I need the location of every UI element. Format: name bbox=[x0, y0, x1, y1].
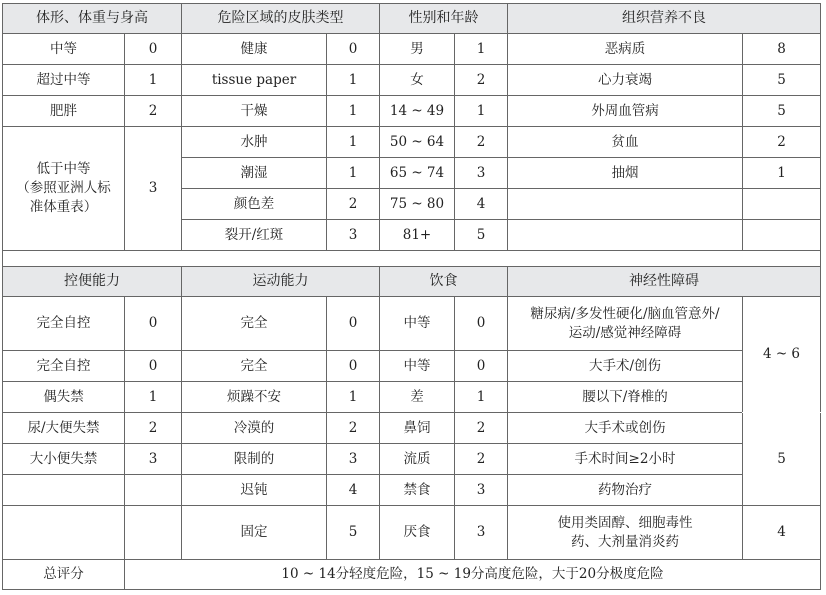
cell: 2 bbox=[125, 413, 182, 444]
cell: 水肿 bbox=[182, 127, 327, 158]
cell: 3 bbox=[327, 220, 380, 251]
cell-line: 使用类固醇、细胞毒性 bbox=[557, 514, 693, 531]
cell: 0 bbox=[327, 297, 380, 351]
cell: 0 bbox=[455, 297, 508, 351]
cell bbox=[508, 220, 743, 251]
cell: 药物治疗 bbox=[508, 475, 743, 506]
cell: 差 bbox=[380, 382, 455, 413]
below-average-cell bbox=[3, 127, 125, 251]
cell: 1 bbox=[327, 96, 380, 127]
below-average-line: 低于中等 bbox=[36, 161, 91, 177]
cell: 4 bbox=[327, 475, 380, 506]
cell: 5 bbox=[327, 506, 380, 560]
cell: 3 bbox=[455, 475, 508, 506]
cell-line: 药、大剂量消炎药 bbox=[571, 533, 679, 550]
cell: 腰以下/脊椎的 bbox=[508, 382, 743, 413]
cell: 女 bbox=[380, 65, 455, 96]
header-diet: 饮食 bbox=[380, 267, 508, 297]
cell: 65 ~ 74 bbox=[380, 158, 455, 189]
neuro-score-cell: 4 ~ 6 bbox=[743, 297, 821, 413]
table-row bbox=[3, 506, 821, 560]
cell: 3 bbox=[455, 158, 508, 189]
spacer-row bbox=[3, 251, 821, 267]
cell: 贫血 bbox=[508, 127, 743, 158]
cell: 2 bbox=[455, 444, 508, 475]
cell: 尿/大便失禁 bbox=[3, 413, 125, 444]
cell: 潮湿 bbox=[182, 158, 327, 189]
cell: 心力衰竭 bbox=[508, 65, 743, 96]
cell: 50 ~ 64 bbox=[380, 127, 455, 158]
header-mobility: 运动能力 bbox=[182, 267, 380, 297]
table-row bbox=[3, 413, 821, 444]
cell: 鼻饲 bbox=[380, 413, 455, 444]
cell: 1 bbox=[327, 158, 380, 189]
cell bbox=[3, 475, 125, 506]
cell: 0 bbox=[125, 34, 182, 65]
table-row bbox=[3, 475, 821, 506]
header-row-bottom bbox=[3, 267, 821, 297]
table-row bbox=[3, 127, 821, 158]
cell: 0 bbox=[455, 351, 508, 382]
header-nutrition: 组织营养不良 bbox=[508, 4, 821, 34]
header-skin: 危险区域的皮肤类型 bbox=[182, 4, 380, 34]
cell: 14 ~ 49 bbox=[380, 96, 455, 127]
cell: 中等 bbox=[3, 34, 125, 65]
cell: 外周血管病 bbox=[508, 96, 743, 127]
cell bbox=[3, 506, 125, 560]
cell: 禁食 bbox=[380, 475, 455, 506]
cell: 1 bbox=[455, 96, 508, 127]
cell: 0 bbox=[327, 34, 380, 65]
neuro-score-cell: 5 bbox=[743, 413, 821, 506]
total-score-label: 总评分 bbox=[3, 560, 125, 590]
cell: 0 bbox=[125, 351, 182, 382]
risk-assessment-table bbox=[2, 3, 821, 590]
header-neuro: 神经性障碍 bbox=[508, 267, 821, 297]
cell: 中等 bbox=[380, 297, 455, 351]
cell: 烦躁不安 bbox=[182, 382, 327, 413]
total-score-text: 10 ~ 14分轻度危险，15 ~ 19分高度危险，大于20分极度危险 bbox=[125, 560, 821, 590]
cell: 2 bbox=[455, 127, 508, 158]
cell bbox=[508, 506, 743, 560]
cell: 1 bbox=[455, 382, 508, 413]
cell: 3 bbox=[327, 444, 380, 475]
cell-line: 糖尿病/多发性硬化/脑血管意外/ bbox=[530, 305, 720, 322]
header-row-top bbox=[3, 4, 821, 34]
cell: 完全自控 bbox=[3, 351, 125, 382]
cell: 裂开/红斑 bbox=[182, 220, 327, 251]
table-row bbox=[3, 297, 821, 351]
cell: 大手术或创伤 bbox=[508, 413, 743, 444]
cell: 5 bbox=[743, 65, 821, 96]
cell: 0 bbox=[125, 297, 182, 351]
cell: 75 ~ 80 bbox=[380, 189, 455, 220]
cell: 固定 bbox=[182, 506, 327, 560]
cell: 1 bbox=[327, 127, 380, 158]
cell: 完全 bbox=[182, 351, 327, 382]
cell: 1 bbox=[125, 382, 182, 413]
header-sex-age: 性别和年龄 bbox=[380, 4, 508, 34]
cell: 肥胖 bbox=[3, 96, 125, 127]
cell: 81+ bbox=[380, 220, 455, 251]
cell: 迟钝 bbox=[182, 475, 327, 506]
cell: 偶失禁 bbox=[3, 382, 125, 413]
cell: 抽烟 bbox=[508, 158, 743, 189]
table-row bbox=[3, 351, 821, 382]
footer-row bbox=[3, 560, 821, 590]
cell: 1 bbox=[327, 382, 380, 413]
cell: 完全 bbox=[182, 297, 327, 351]
below-average-line: （参照亚洲人标 bbox=[16, 180, 111, 196]
cell: 大小便失禁 bbox=[3, 444, 125, 475]
cell-line: 运动/感觉神经障碍 bbox=[568, 324, 682, 341]
cell: 大手术/创伤 bbox=[508, 351, 743, 382]
below-average-score: 3 bbox=[125, 127, 182, 251]
cell bbox=[125, 475, 182, 506]
neuro-score-cell: 4 bbox=[743, 506, 821, 560]
spacer-cell bbox=[3, 251, 821, 267]
table-row bbox=[3, 96, 821, 127]
cell: 限制的 bbox=[182, 444, 327, 475]
cell: 2 bbox=[455, 65, 508, 96]
cell: 厌食 bbox=[380, 506, 455, 560]
table-row bbox=[3, 65, 821, 96]
cell bbox=[743, 220, 821, 251]
cell: 干燥 bbox=[182, 96, 327, 127]
cell: 2 bbox=[327, 189, 380, 220]
cell: 2 bbox=[125, 96, 182, 127]
cell: 4 bbox=[455, 189, 508, 220]
cell bbox=[508, 297, 743, 351]
cell: 5 bbox=[455, 220, 508, 251]
cell: 恶病质 bbox=[508, 34, 743, 65]
cell: 1 bbox=[125, 65, 182, 96]
cell: 2 bbox=[743, 127, 821, 158]
cell: 5 bbox=[743, 96, 821, 127]
cell: 健康 bbox=[182, 34, 327, 65]
cell bbox=[743, 189, 821, 220]
cell: 2 bbox=[455, 413, 508, 444]
header-continence: 控便能力 bbox=[3, 267, 182, 297]
cell: tissue paper bbox=[182, 65, 327, 96]
table-row bbox=[3, 382, 821, 413]
cell: 完全自控 bbox=[3, 297, 125, 351]
header-body: 体形、体重与身高 bbox=[3, 4, 182, 34]
cell: 手术时间≥2小时 bbox=[508, 444, 743, 475]
cell: 1 bbox=[327, 65, 380, 96]
table-row bbox=[3, 444, 821, 475]
cell: 冷漠的 bbox=[182, 413, 327, 444]
cell bbox=[508, 189, 743, 220]
cell: 男 bbox=[380, 34, 455, 65]
cell: 超过中等 bbox=[3, 65, 125, 96]
cell: 0 bbox=[327, 351, 380, 382]
cell: 流质 bbox=[380, 444, 455, 475]
cell: 3 bbox=[455, 506, 508, 560]
cell bbox=[125, 506, 182, 560]
table-row bbox=[3, 34, 821, 65]
cell: 1 bbox=[743, 158, 821, 189]
cell: 3 bbox=[125, 444, 182, 475]
below-average-line: 准体重表） bbox=[29, 199, 98, 215]
cell: 1 bbox=[455, 34, 508, 65]
cell: 颜色差 bbox=[182, 189, 327, 220]
cell: 中等 bbox=[380, 351, 455, 382]
cell: 2 bbox=[327, 413, 380, 444]
cell: 8 bbox=[743, 34, 821, 65]
